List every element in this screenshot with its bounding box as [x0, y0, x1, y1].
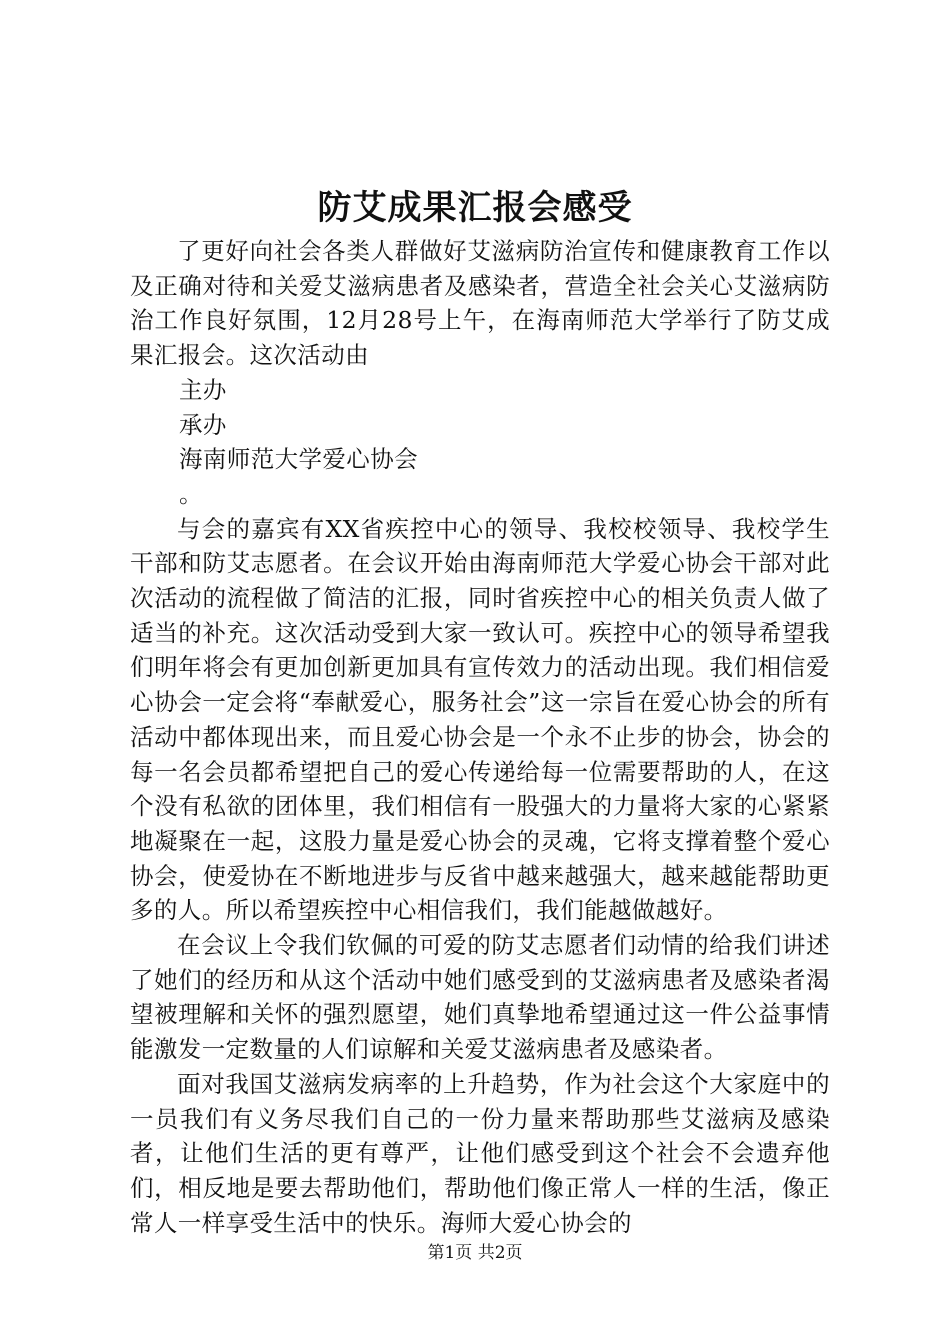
paragraph-intro: 了更好向社会各类人群做好艾滋病防治宣传和健康教育工作以及正确对待和关爱艾滋病患者及感染者，营造全社会关心艾滋病防治工作良好氛围，12月28号上午，在海南师范大学举行了防艾成果汇报会。这次活动由	[130, 237, 830, 370]
paragraph-co-organizer: 承办	[179, 410, 227, 439]
paragraph-period: 。	[179, 479, 203, 508]
paragraph-association: 海南师范大学爱心协会	[179, 445, 418, 474]
document-title: 防艾成果汇报会感受	[317, 188, 633, 228]
paragraph-guests: 与会的嘉宾有XX省疾控中心的领导、我校校领导、我校学生干部和防艾志愿者。在会议开始由海南师范大学爱心协会干部对此次活动的流程做了简洁的汇报，同时省疾控中心的相关负责人做了适当的补充。这次活动受到大家一致认可。疾控中心的领导希望我们明年将会有更加创新更加具有宣传效力的活动出现。我们相信爱心协会一定会将“奉献爱心，服务社会”这一宗旨在爱心协会的所有活动中都体现出来，而且爱心协会是一个永不止步的协会，协会的每一名会员都希望把自己的爱心传递给每一位需要帮助的人，在这个没有私欲的团体里，我们相信有一股强大的力量将大家的心紧紧地凝聚在一起，这股力量是爱心协会的灵魂，它将支撑着整个爱心协会，使爱协在不断地进步与反省中越来越强大，越来越能帮助更多的人。所以希望疾控中心相信我们，我们能越做越好。	[130, 514, 830, 925]
document-body	[130, 234, 830, 1240]
paragraph-organizer: 主办	[179, 375, 227, 404]
paragraph-trend: 面对我国艾滋病发病率的上升趋势，作为社会这个大家庭中的一员我们有义务尽我们自己的一份力量来帮助那些艾滋病及感染者，让他们生活的更有尊严，让他们感受到这个社会不会遗弃他们，相反地是要去帮助他们，帮助他们像正常人一样的生活，像正常人一样享受生活中的快乐。海师大爱心协会的	[130, 1069, 830, 1237]
paragraph-volunteers: 在会议上令我们钦佩的可爱的防艾志愿者们动情的给我们讲述了她们的经历和从这个活动中她们感受到的艾滋病患者及感染者渴望被理解和关怀的强烈愿望，她们真挚地希望通过这一件公益事情能激发一定数量的人们谅解和关爱艾滋病患者及感染者。	[130, 931, 830, 1064]
page-footer: 第1页 共2页	[427, 1243, 523, 1263]
